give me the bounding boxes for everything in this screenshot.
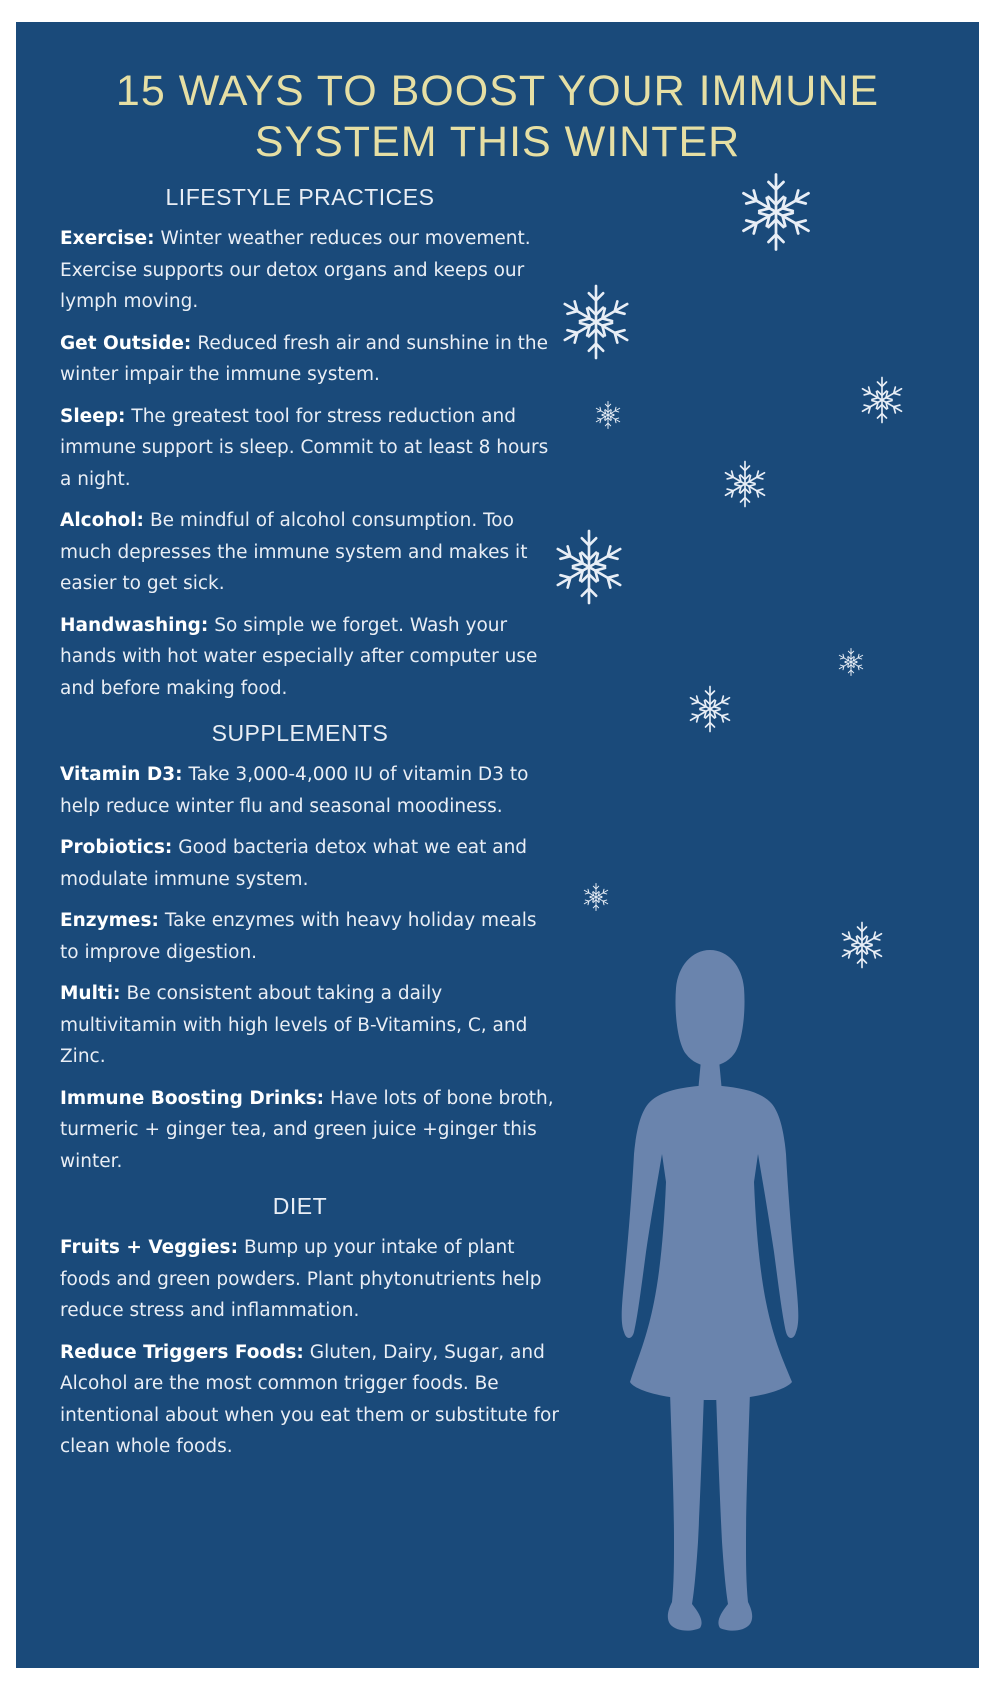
snowflake-icon [584,884,607,911]
title-line-1: 15 WAYS TO BOOST YOUR IMMUNE [115,67,880,115]
tip-text: The greatest tool for stress reduction and immune support is sleep. Commit to at least 8 hours a night. [60,405,549,490]
tip-label: Vitamin D3: [60,764,183,785]
tip-label: Sleep: [60,405,126,427]
snowflake-icon [596,402,619,429]
tip-text: Take 3,000-4,000 IU of vitamin D3 to help reduce winter flu and seasonal moodiness. [60,764,529,817]
tip-label: Probiotics: [60,837,173,858]
tip-label: Reduce Triggers Foods: [60,1341,304,1363]
snowflake-icon [843,923,882,968]
snowflake-icon [565,286,627,358]
tip-label: Handwashing: [60,614,209,636]
tip-text: So simple we forget. Wash your hands with hot water especially after computer use and before making food. [60,614,538,699]
snowflake-icon [839,649,862,676]
title-line-2: SYSTEM THIS WINTER [254,118,741,166]
tip-text: Bump up your intake of plant foods and green powders. Plant phytonutrients help reduce stress and inflammation. [60,1237,542,1321]
infographic-panel [16,22,979,1668]
tip-label: Exercise: [60,228,155,249]
tip-text: Winter weather reduces our movement. Exercise supports our detox organs and keeps our lymph moving. [60,228,531,312]
snowflake-icon [558,531,620,603]
tip-label: Immune Boosting Drinks: [60,1087,325,1109]
section-heading-lifestyle: LIFESTYLE PRACTICES [165,184,435,210]
snowflake-icon [744,175,809,250]
section-heading-diet: DIET [272,1193,328,1219]
tip-text: Good bacteria detox what we eat and modulate immune system. [60,837,528,890]
snowflake-icon [691,687,730,732]
tip-label: Multi: [60,983,121,1004]
tip-text: Be consistent about taking a daily multivitamin with high levels of B-Vitamins, C, and Zinc. [60,983,528,1067]
tip-text: Take enzymes with heavy holiday meals to improve digestion. [60,910,537,963]
snowflake-icon [863,378,902,423]
tip-label: Alcohol: [60,510,144,531]
tip-label: Enzymes: [60,910,159,931]
tip-label: Fruits + Veggies: [60,1237,238,1258]
tip-text: Reduced fresh air and sunshine in the winter impair the immune system. [60,332,549,385]
tip-text: Be mindful of alcohol consumption. Too much depresses the immune system and makes it easier to get sick. [60,510,528,594]
woman-silhouette-icon [606,942,846,1642]
tip-text: Have lots of bone broth, turmeric + ginger tea, and green juice +ginger this winter. [60,1087,554,1172]
tip-label: Get Outside: [60,332,192,354]
snowflake-icon [726,462,765,507]
section-heading-supplements: SUPPLEMENTS [211,720,389,746]
tip-text: Gluten, Dairy, Sugar, and Alcohol are the most common trigger foods. Be intentional about when you eat them or substitute for clean whole foods. [60,1341,559,1457]
